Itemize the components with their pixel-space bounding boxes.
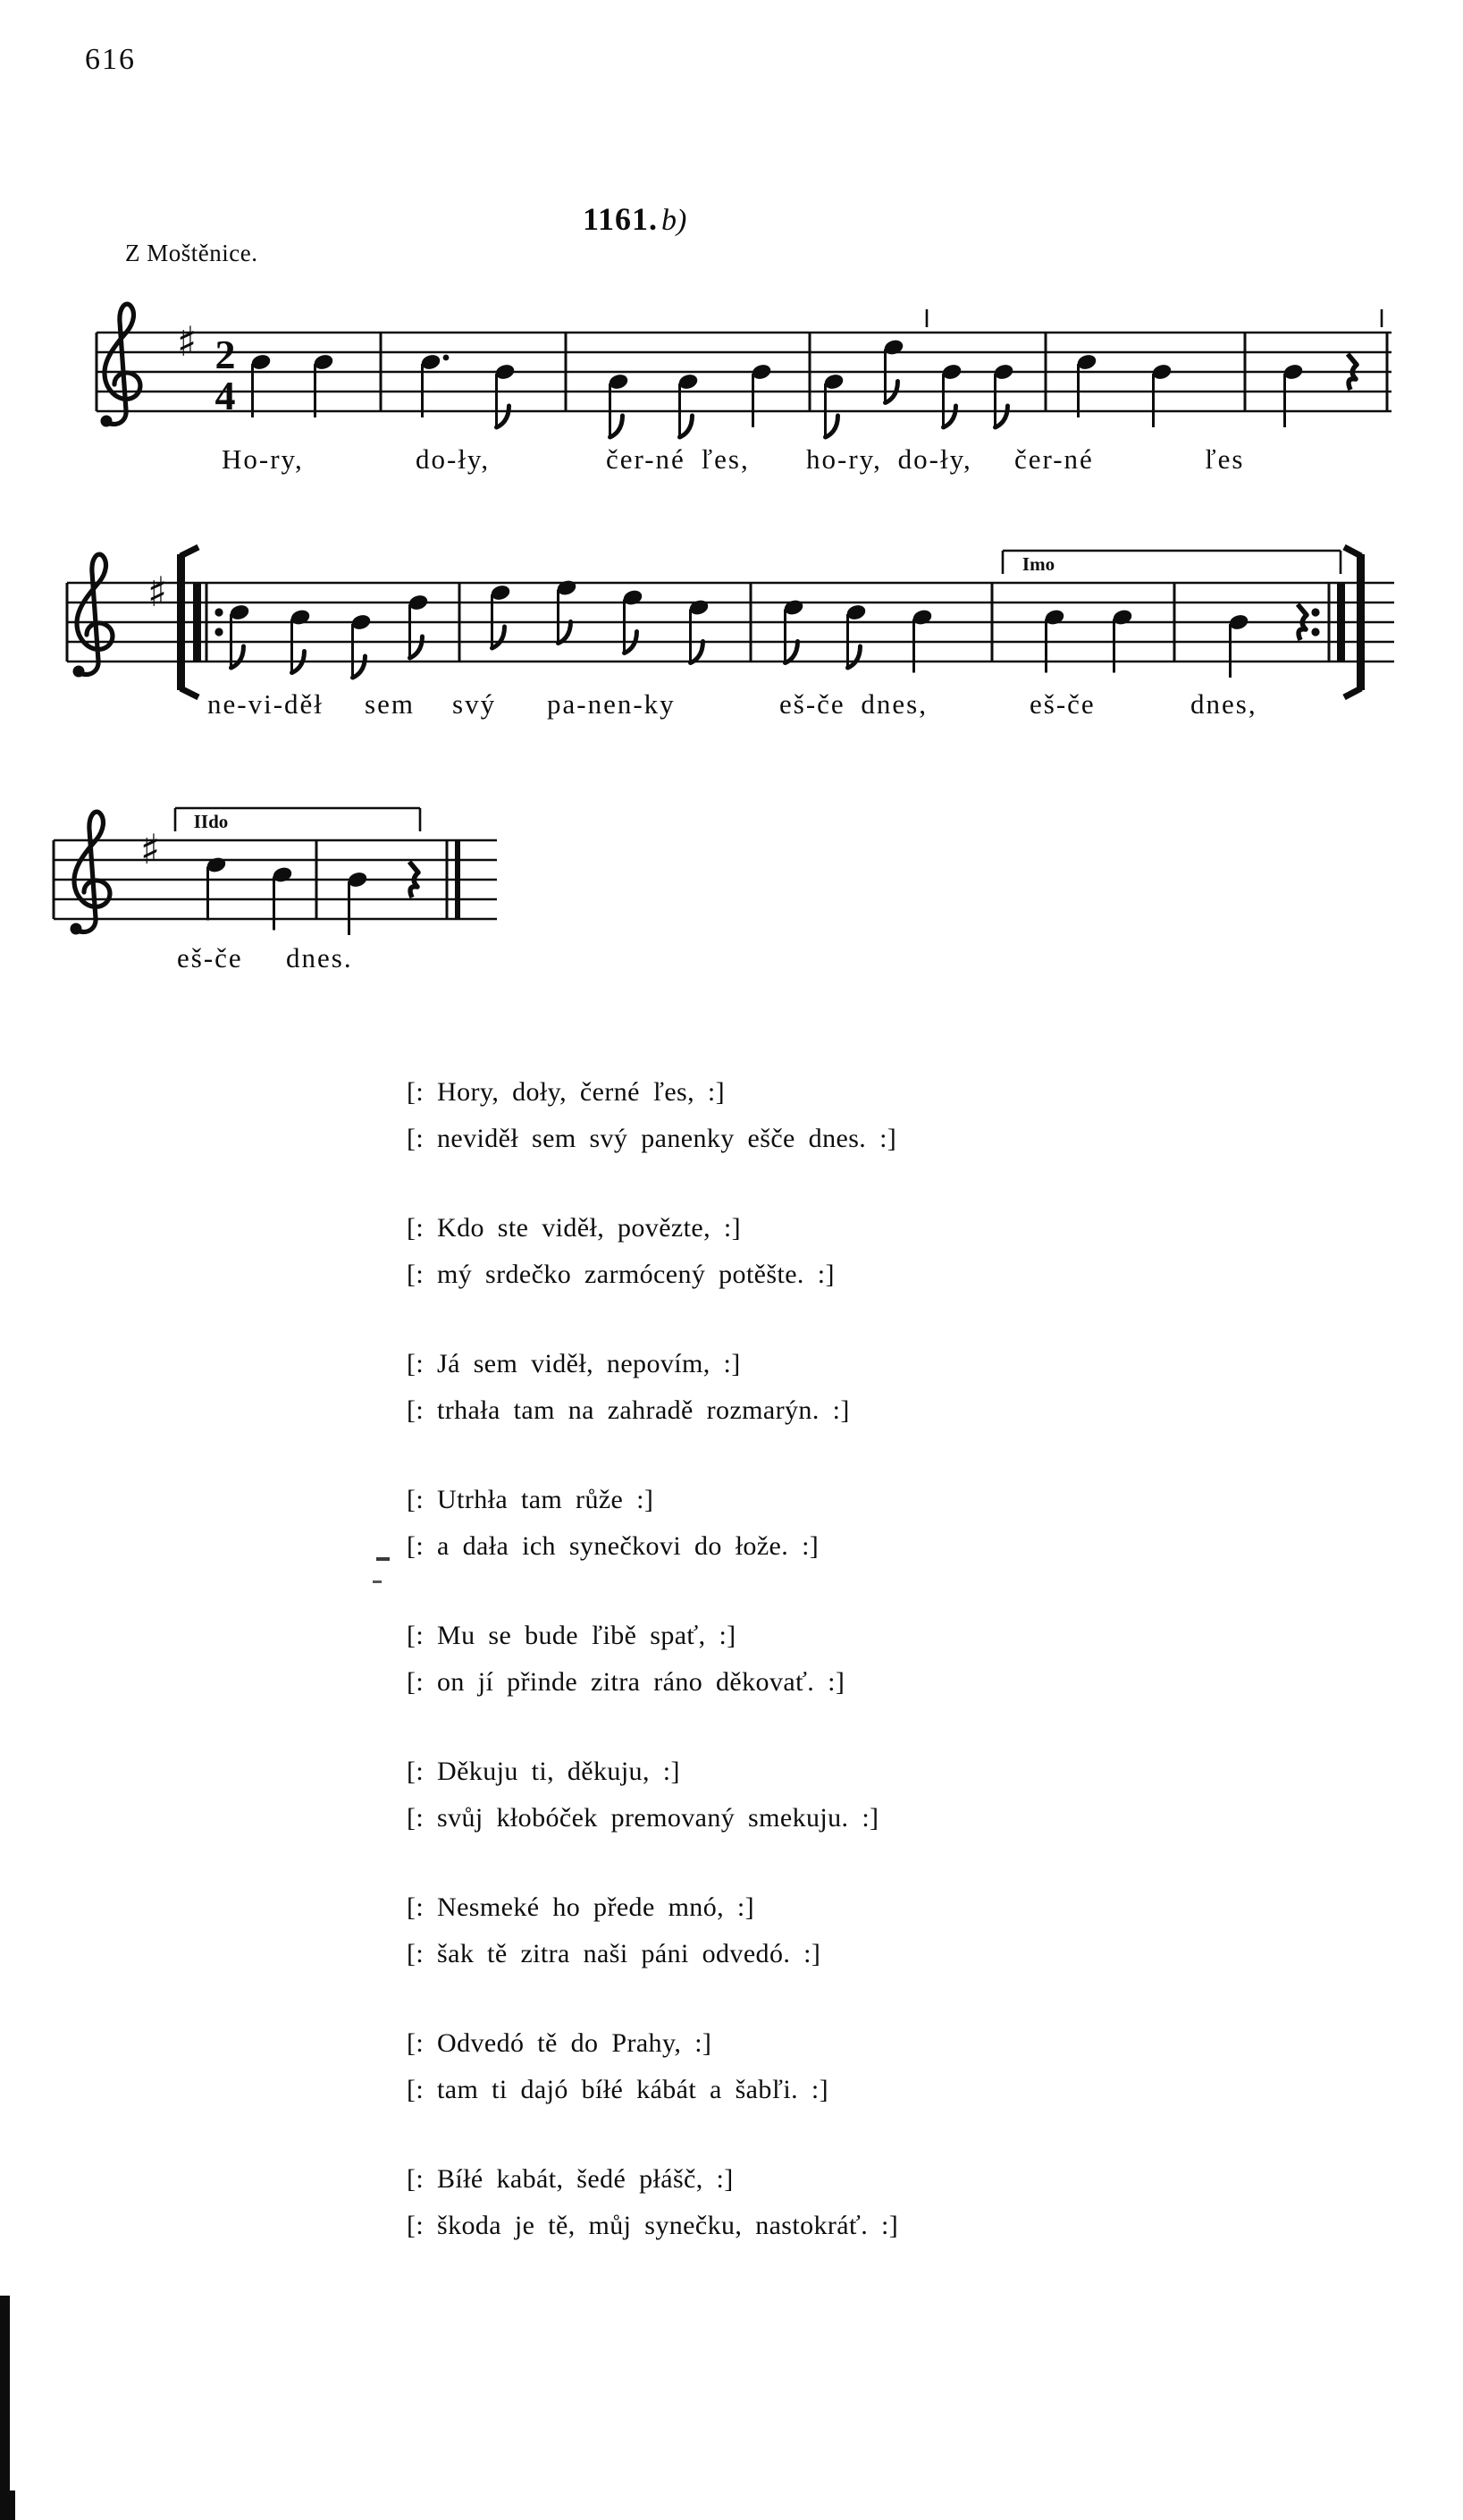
verse-line: [: škoda je tě, můj synečku, nastokráť. :] xyxy=(407,2211,899,2240)
verse-line: [: Utrhła tam růže :] xyxy=(407,1485,654,1514)
lyric-syllable: do-ły, xyxy=(416,443,491,475)
verse xyxy=(407,1884,898,1977)
svg-text:♯: ♯ xyxy=(147,568,168,616)
verse xyxy=(407,1341,898,1434)
svg-text:Imo: Imo xyxy=(1022,553,1055,575)
page-number: 616 xyxy=(85,43,136,76)
verse-line: [: Bíłé kabát, šedé płášč, :] xyxy=(407,2164,734,2194)
lyric-syllable: dnes, xyxy=(1190,688,1257,720)
verse-line: [: Nesmeké ho přede mnó, :] xyxy=(407,1892,755,1922)
svg-text:♯: ♯ xyxy=(176,317,198,366)
lyric-syllable: Ho-ry, xyxy=(222,443,304,475)
svg-text:♯: ♯ xyxy=(139,825,161,873)
verse xyxy=(407,1749,898,1842)
song-number: 1161. xyxy=(583,201,659,237)
scan-artifact xyxy=(0,2296,10,2520)
verse-line: [: svůj kłobóček premovaný smekuju. :] xyxy=(407,1803,879,1833)
verse-line: [: a dała ich synečkovi do łože. :] xyxy=(407,1531,820,1561)
lyric-syllable: čer-né xyxy=(1014,443,1094,475)
verse-line: [: Mu se bude ľibě spať, :] xyxy=(407,1621,736,1650)
verse-line: [: trhała tam na zahradě rozmarýn. :] xyxy=(407,1395,850,1425)
verse-line: [: Kdo ste viděł, povězte, :] xyxy=(407,1213,742,1243)
lyric-syllable: čer-né ľes, xyxy=(606,443,750,475)
verse-line: [: Děkuju ti, děkuju, :] xyxy=(407,1757,680,1786)
verse-line: [: on jí přinde zitra ráno děkovať. :] xyxy=(407,1667,845,1697)
origin-label: Z Moštěnice. xyxy=(125,240,258,266)
svg-text:2: 2 xyxy=(214,332,236,377)
lyric-syllable: sem xyxy=(365,688,415,720)
lyric-syllable: ne-vi-děł xyxy=(207,688,324,720)
lyric-syllable: eš-če xyxy=(177,942,243,973)
verse xyxy=(407,2156,898,2249)
lyric-syllable: ho-ry, do-ły, xyxy=(806,443,972,475)
lyric-syllable: ľes xyxy=(1205,443,1245,475)
verse-line: [: Hory, doły, černé ľes, :] xyxy=(407,1077,726,1107)
verse-line: [: tam ti dajó bíłé kábát a šabľi. :] xyxy=(407,2075,829,2104)
lyric-syllable: eš-če dnes, xyxy=(779,688,928,720)
scan-artifact xyxy=(0,2491,15,2520)
lyric-syllable: svý xyxy=(452,688,497,720)
verse-line: [: Já sem viděł, nepovím, :] xyxy=(407,1349,741,1378)
verse xyxy=(407,2020,898,2113)
verse xyxy=(407,1205,898,1298)
verse-line: [: šak tě zitra naši páni odvedó. :] xyxy=(407,1939,821,1968)
verse-line: [: neviděł sem svý panenky ešče dnes. :] xyxy=(407,1124,897,1153)
lyric-syllable: eš-če xyxy=(1030,688,1096,720)
svg-text:IIdo: IIdo xyxy=(193,811,229,832)
lyric-syllable: dnes. xyxy=(286,942,353,973)
lyric-syllable: pa-nen-ky xyxy=(547,688,676,720)
verse xyxy=(407,1477,898,1570)
verse xyxy=(407,1069,898,1162)
scan-artifact xyxy=(373,1580,382,1583)
verse-line: [: mý srdečko zarmócený potěšte. :] xyxy=(407,1260,835,1289)
svg-text:4: 4 xyxy=(214,373,236,418)
verses-section xyxy=(407,1069,898,2292)
verse-line: [: Odvedó tě do Prahy, :] xyxy=(407,2028,712,2058)
verse xyxy=(407,1613,898,1706)
scan-artifact xyxy=(376,1557,390,1561)
song-letter: b) xyxy=(661,204,687,237)
